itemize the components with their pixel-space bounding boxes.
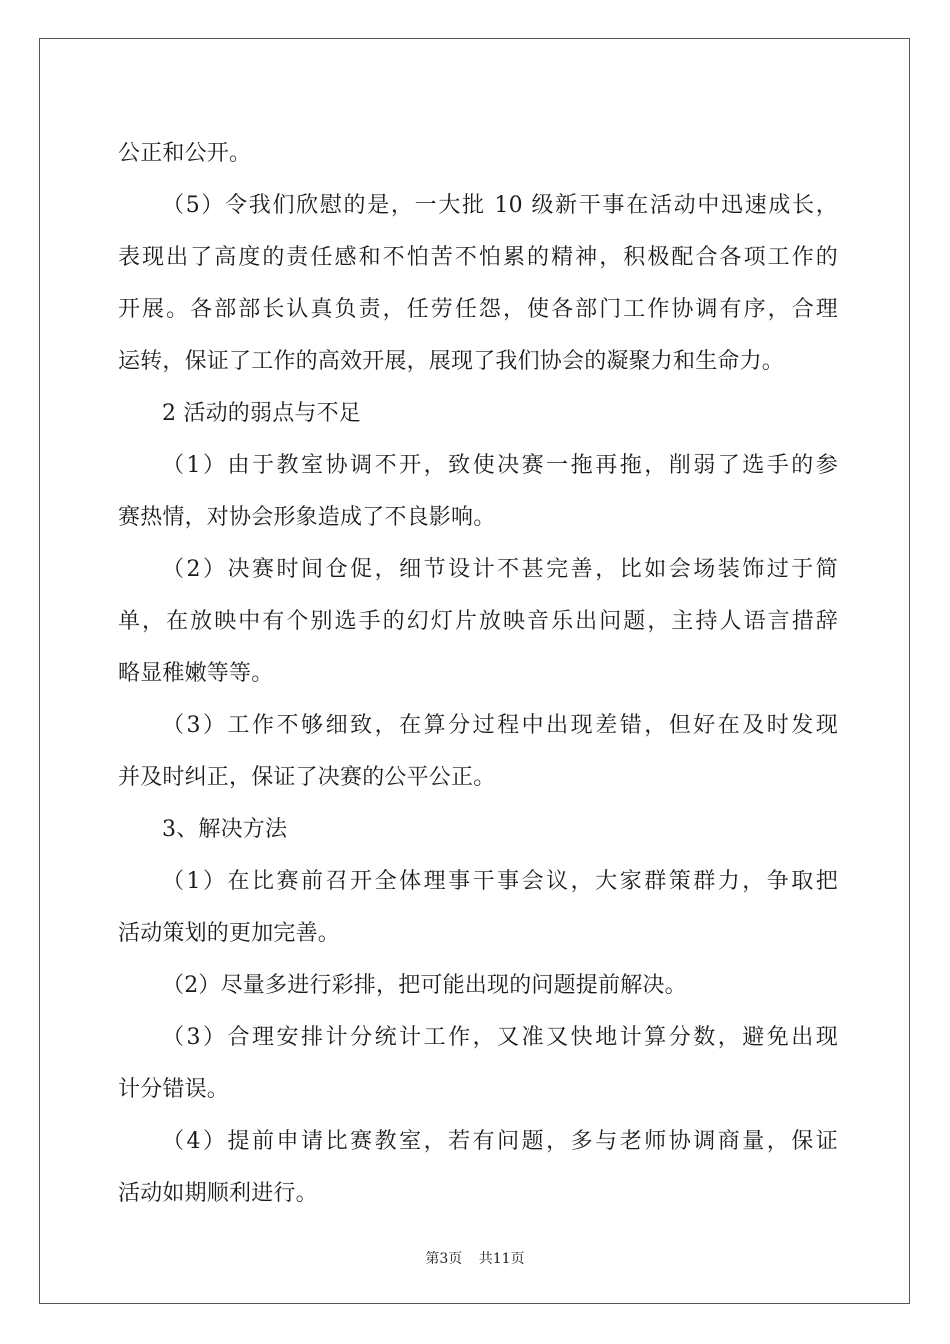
text-line: （1）在比赛前召开全体理事干事会议，大家群策群力，争取把 xyxy=(162,869,838,894)
paragraph-p-s2 xyxy=(118,960,838,1012)
text-line: 2 活动的弱点与不足 xyxy=(162,401,361,426)
text-line: 活动如期顺利进行。 xyxy=(118,1181,318,1206)
text-line: （2）尽量多进行彩排，把可能出现的问题提前解决。 xyxy=(162,973,687,998)
text-line: 3、解决方法 xyxy=(162,817,288,842)
page-number: 第3页 xyxy=(425,1251,463,1267)
text-line: 赛热情，对协会形象造成了不良影响。 xyxy=(118,505,496,530)
paragraph-p-s3 xyxy=(118,1012,838,1116)
text-line: （5）令我们欣慰的是，一大批 10 级新干事在活动中迅速成长， xyxy=(162,193,838,218)
text-line: 开展。各部部长认真负责，任劳任怨，使各部门工作协调有序，合理 xyxy=(118,297,838,322)
paragraph-p-5 xyxy=(118,180,838,388)
paragraph-p-s1 xyxy=(118,856,838,960)
text-line: 活动策划的更加完善。 xyxy=(118,921,341,946)
text-line: 计分错误。 xyxy=(118,1077,230,1102)
text-line: （1）由于教室协调不开，致使决赛一拖再拖，削弱了选手的参 xyxy=(162,453,838,478)
document-body xyxy=(118,128,838,1220)
text-line: 并及时纠正，保证了决赛的公平公正。 xyxy=(118,765,496,790)
text-line: （3）合理安排计分统计工作，又准又快地计算分数，避免出现 xyxy=(162,1025,838,1050)
paragraph-p-w2 xyxy=(118,544,838,700)
paragraph-p-w3 xyxy=(118,700,838,804)
text-line: 运转，保证了工作的高效开展，展现了我们协会的凝聚力和生命力。 xyxy=(118,349,785,374)
page-total: 共11页 xyxy=(478,1251,525,1267)
text-line: 公正和公开。 xyxy=(118,141,252,166)
text-line: 单，在放映中有个别选手的幻灯片放映音乐出问题，主持人语言措辞 xyxy=(118,609,838,634)
paragraph-p-continuation xyxy=(118,128,838,180)
text-line: （3）工作不够细致，在算分过程中出现差错，但好在及时发现 xyxy=(162,713,838,738)
page-footer xyxy=(0,1248,950,1268)
paragraph-h-2 xyxy=(118,388,838,440)
text-line: 表现出了高度的责任感和不怕苦不怕累的精神，积极配合各项工作的 xyxy=(118,245,838,270)
paragraph-p-w1 xyxy=(118,440,838,544)
paragraph-h-3 xyxy=(118,804,838,856)
paragraph-p-s4 xyxy=(118,1116,838,1220)
text-line: 略显稚嫩等等。 xyxy=(118,661,274,686)
text-line: （2）决赛时间仓促，细节设计不甚完善，比如会场装饰过于简 xyxy=(162,557,838,582)
text-line: （4）提前申请比赛教室，若有问题，多与老师协调商量，保证 xyxy=(162,1129,838,1154)
